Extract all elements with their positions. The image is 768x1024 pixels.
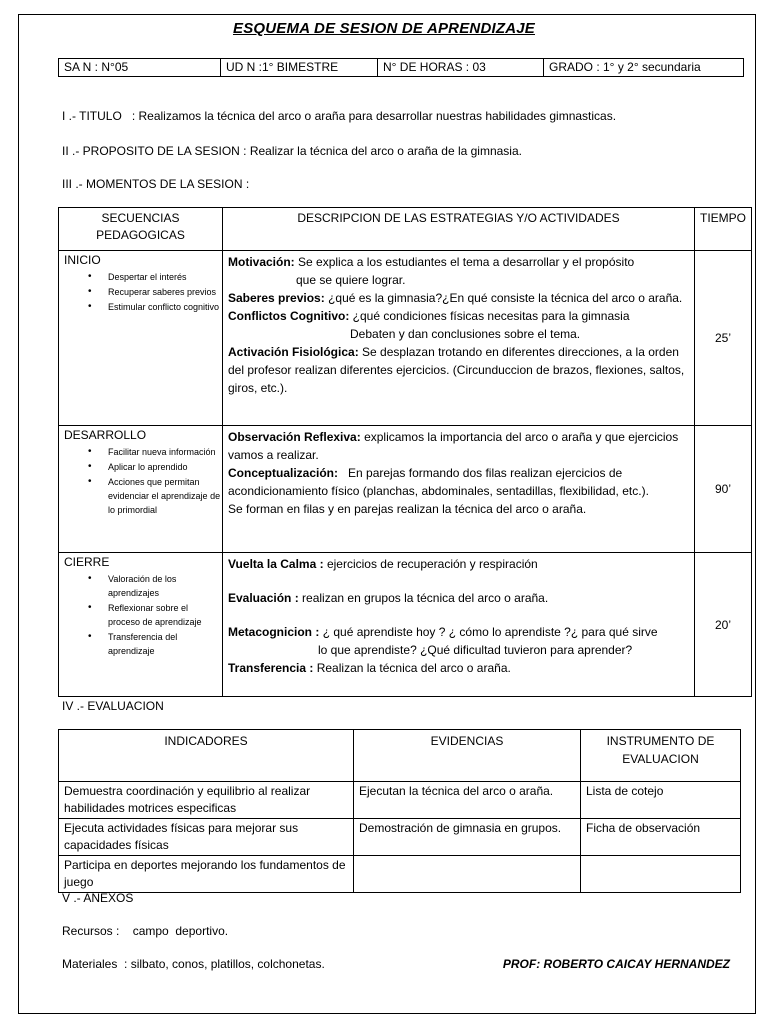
activacion-text: Se desplazan trotando en diferentes direcciones, a la orden del profesor realizan diferentes ejercicios. (Circunduccion de brazos, flexiones, saltos, giros, etc.). [228,345,685,395]
table-cell [581,856,741,893]
table-cell: Demuestra coordinación y equilibrio al realizar habilidades motrices especificas [59,782,354,819]
proposito-line: II .- PROPOSITO DE LA SESION : Realizar la técnica del arco o araña de la gimnasia. [62,144,522,158]
titulo-text: : Realizamos la técnica del arco o araña para desarrollar nuestras habilidades gimnasticas. [131,109,617,123]
col-tiempo: TIEMPO [695,208,752,251]
list-item: • Valoración de los aprendizajes [108,572,221,600]
table-cell: Lista de cotejo [581,782,741,819]
list-item: • Estimular conflicto cognitivo [108,300,221,314]
evaluation-table [58,729,741,893]
momentos-line: III .- MOMENTOS DE LA SESION : [62,177,250,191]
list-item: • Acciones que permitan evidenciar el aprendizaje de lo primordial [108,475,221,517]
desarrollo-title: DESARROLLO [64,428,147,442]
header-grado: GRADO : 1° y 2° secundaria [544,59,744,77]
col-descripcion: DESCRIPCION DE LAS ESTRATEGIAS Y/O ACTIVIDADES [223,208,695,251]
transferencia-text: Realizan la técnica del arco o araña. [316,661,511,675]
col-evidencias: EVIDENCIAS [354,730,581,782]
motivacion-text: Se explica a los estudiantes el tema a desarrollar y el propósito [298,255,635,269]
list-item: • Recuperar saberes previos [108,285,221,299]
activacion-label: Activación Fisiológica: [228,345,359,359]
table-cell [354,856,581,893]
transferencia-label: Transferencia : [228,661,314,675]
table-cell: Participa en deportes mejorando los fundamentos de juego [59,856,354,893]
table-cell: Ejecutan la técnica del arco o araña. [354,782,581,819]
conflictos-text: ¿qué condiciones físicas necesitas para la gimnasia [352,309,630,323]
saberes-label: Saberes previos: [228,291,325,305]
col-instrumento: INSTRUMENTO DE EVALUACION [581,730,741,782]
header-horas: N° DE HORAS : 03 [378,59,544,77]
desarrollo-cell [59,426,223,553]
desarrollo-description [223,426,695,553]
teacher-name: PROF: ROBERTO CAICAY HERNANDEZ [502,957,730,971]
cierre-description [223,553,695,697]
sessions-table [58,207,752,697]
header-ud: UD N :1° BIMESTRE [221,59,378,77]
cierre-time: 20’ [695,553,752,697]
list-item: • Facilitar nueva información [108,445,221,459]
conceptualizacion-text: En parejas formando dos filas realizan ejercicios de acondicionamiento físico (planchas, abdominales, sentadillas, flexibilidad, etc.). [228,466,649,498]
titulo-label: I .- TITULO [62,109,122,123]
inicio-cell [59,251,223,426]
cierre-title: CIERRE [64,555,110,569]
evaluacion-heading: IV .- EVALUACION [62,699,164,713]
table-cell: Ficha de observación [581,819,741,856]
evaluacion-text: realizan en grupos la técnica del arco o araña. [302,591,549,605]
list-item: • Aplicar lo aprendido [108,460,221,474]
calma-text: ejercicios de recuperación y respiración [326,557,538,571]
inicio-time: 25’ [695,251,752,426]
titulo-line [62,109,616,123]
conceptualizacion-label: Conceptualización: [228,466,339,480]
table-cell: Ejecuta actividades físicas para mejorar sus capacidades físicas [59,819,354,856]
inicio-title: INICIO [64,253,101,267]
col-secuencias: SECUENCIAS PEDAGOGICAS [59,208,223,251]
calma-label: Vuelta la Calma : [228,557,324,571]
meta-text-cont: lo que aprendiste? ¿Qué dificultad tuvieron para aprender? [318,643,633,657]
motivacion-label: Motivación: [228,255,295,269]
cierre-cell [59,553,223,697]
meta-text: ¿ qué aprendiste hoy ? ¿ cómo lo aprendiste ?¿ para qué sirve [322,625,658,639]
recursos-line: Recursos : campo deportivo. [62,924,229,938]
formacion-text: Se forman en filas y en parejas realizan la técnica del arco o araña. [228,502,587,516]
inicio-description [223,251,695,426]
list-item: • Transferencia del aprendizaje [108,630,221,658]
evaluacion-label: Evaluación : [228,591,299,605]
materiales-line: Materiales : silbato, conos, platillos, colchonetas. [62,957,325,971]
anexos-heading: V .- ANEXOS [62,891,134,905]
header-sa: SA N : N°05 [59,59,221,77]
desarrollo-time: 90’ [695,426,752,553]
col-indicadores: INDICADORES [59,730,354,782]
motivacion-text-cont: que se quiere lograr. [296,273,406,287]
header-table [58,58,744,77]
observacion-label: Observación Reflexiva: [228,430,361,444]
list-item: • Reflexionar sobre el proceso de aprendizaje [108,601,221,629]
observacion-text: explicamos la importancia del arco o araña y que ejercicios vamos a realizar. [228,430,679,462]
table-cell: Demostración de gimnasia en grupos. [354,819,581,856]
meta-label: Metacognicion : [228,625,320,639]
conflictos-text-cont: Debaten y dan conclusiones sobre el tema. [350,327,581,341]
list-item: • Despertar el interés [108,270,221,284]
conflictos-label: Conflictos Cognitivo: [228,309,350,323]
saberes-text: ¿qué es la gimnasia?¿En qué consiste la técnica del arco o araña. [328,291,683,305]
document-title: ESQUEMA DE SESION DE APRENDIZAJE [232,20,535,37]
